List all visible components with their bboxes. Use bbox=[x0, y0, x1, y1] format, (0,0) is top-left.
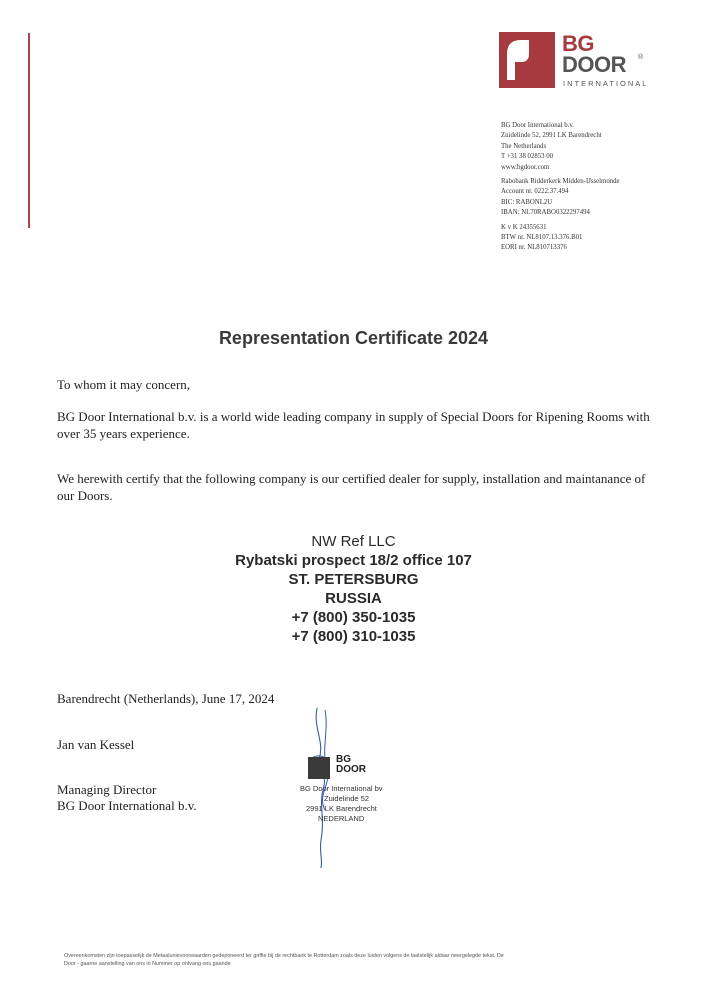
logo-text-door: DOOR bbox=[562, 52, 626, 77]
info-line: The Netherlands bbox=[501, 142, 547, 150]
logo-text-bg: BG bbox=[562, 31, 594, 56]
stamp-line: NEDERLAND bbox=[318, 814, 365, 823]
footer-line-2: Door - gaarne aanstelling van ons in Nummer op ontvang ons gaande bbox=[64, 961, 231, 967]
logo-text-international: INTERNATIONAL bbox=[563, 79, 649, 88]
signer-role-block bbox=[57, 782, 197, 814]
dealer-phone-2: +7 (800) 310-1035 bbox=[291, 628, 416, 645]
info-line: IBAN: NL70RABO0322297494 bbox=[501, 209, 590, 217]
info-line: BTW nr. NL8107.13.376.B01 bbox=[501, 234, 583, 242]
info-line: EORI nr. NL810713376 bbox=[501, 244, 567, 252]
logo-mark-icon bbox=[499, 32, 555, 88]
place-and-date: Barendrecht (Netherlands), June 17, 2024 bbox=[57, 691, 275, 706]
footer-terms bbox=[64, 952, 644, 968]
company-logo bbox=[499, 32, 669, 92]
dealer-city: ST. PETERSBURG bbox=[288, 571, 419, 588]
info-line: T +31 38 02853 00 bbox=[501, 153, 554, 161]
signer-name: Jan van Kessel bbox=[57, 737, 135, 752]
dealer-name: NW Ref LLC bbox=[311, 533, 396, 550]
info-line: www.bgdoor.com bbox=[501, 163, 550, 171]
info-line: Zuidelinde 52, 2991 LK Barendrecht bbox=[501, 132, 602, 140]
dealer-block bbox=[0, 532, 707, 646]
company-info-block bbox=[501, 121, 701, 254]
stamp-line: Zuidelinde 52 bbox=[324, 794, 370, 803]
info-line: BG Door International b.v. bbox=[501, 122, 574, 129]
signer-company: BG Door International b.v. bbox=[57, 798, 197, 813]
dealer-phone-1: +7 (800) 350-1035 bbox=[291, 609, 416, 626]
logo-registered-mark: ® bbox=[638, 54, 644, 61]
company-stamp bbox=[298, 752, 408, 832]
stamp-line: 2991 LK Barendrecht bbox=[306, 804, 377, 813]
stamp-brand-bg: BG bbox=[336, 754, 351, 765]
info-line: BIC: RABONL2U bbox=[501, 198, 553, 206]
certificate-title: Representation Certificate 2024 bbox=[218, 328, 489, 348]
signer-title: Managing Director bbox=[57, 782, 157, 797]
greeting-text: To whom it may concern, bbox=[57, 377, 191, 392]
dealer-address: Rybatski prospect 18/2 office 107 bbox=[235, 552, 472, 569]
stamp-brand-door: DOOR bbox=[336, 764, 366, 775]
intro-paragraph: BG Door International b.v. is a world wide leading company in supply of Special Doors for Ripening Rooms with over 35 years experience. bbox=[57, 409, 650, 441]
stamp-address bbox=[300, 784, 383, 824]
info-line: K v K 24355631 bbox=[501, 223, 547, 231]
stamp-line: BG Door International bv bbox=[300, 784, 383, 793]
stamp-logo-icon bbox=[308, 757, 330, 779]
info-line: Account nr. 0222.37.494 bbox=[501, 188, 569, 196]
info-line: Rabobank Ridderkerk Midden-IJsselmonde bbox=[501, 178, 620, 186]
dealer-country: RUSSIA bbox=[325, 590, 382, 607]
footer-line-1: Overeenkomsten zijn toepasselijk de Metaalunievoorwaarden gedeponeerd ter griffie bij de rechtbank te Rotterdam zoals deze luiden volgens de laatstelijk aldaar neergelegde tekst. De bbox=[64, 953, 504, 959]
certify-paragraph: We herewith certify that the following company is our certified dealer for supply, installation and maintanance of our Doors. bbox=[57, 471, 646, 503]
margin-line bbox=[28, 33, 30, 228]
